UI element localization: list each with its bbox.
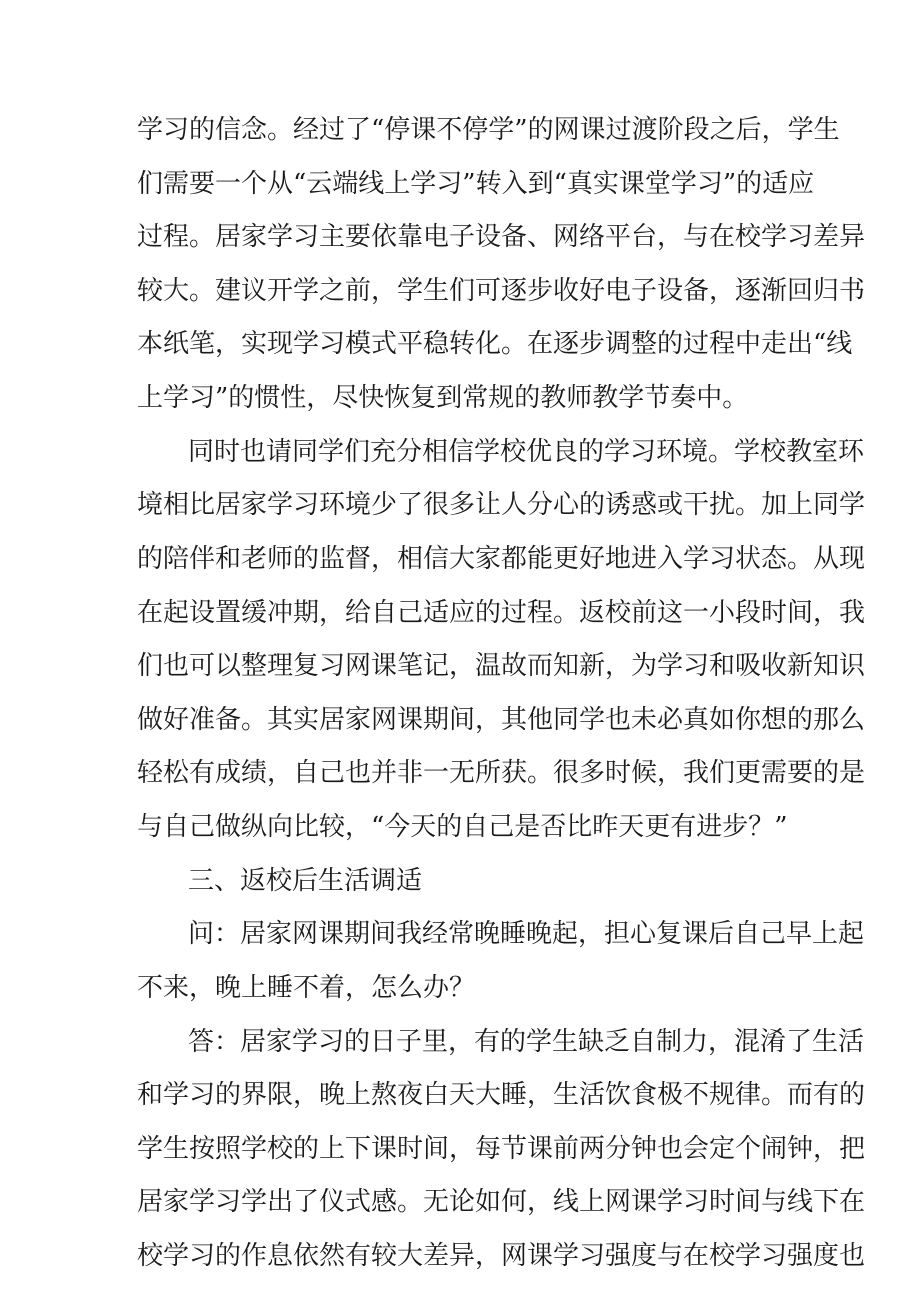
paragraph-2-line-5: 们也可以整理复习网课笔记，温故而知新，为学习和吸收新知识 bbox=[137, 651, 866, 681]
paragraph-2-line-1: 同时也请同学们充分相信学校优良的学习环境。学校教室环 bbox=[188, 437, 865, 467]
paragraph-1-line-3: 过程。居家学习主要依靠电子设备、网络平台，与在校学习差异 bbox=[137, 222, 866, 252]
paragraph-1-line-6: 上学习”的惯性，尽快恢复到常规的教师教学节奏中。 bbox=[137, 383, 749, 413]
answer-line-2: 和学习的界限，晚上熬夜白天大睡，生活饮食极不规律。而有的 bbox=[137, 1080, 866, 1110]
paragraph-1-line-1: 学习的信念。经过了“停课不停学”的网课过渡阶段之后，学生 bbox=[137, 115, 840, 145]
question-line-1: 问：居家网课期间我经常晚睡晚起，担心复课后自己早上起 bbox=[188, 919, 865, 949]
paragraph-1-line-4: 较大。建议开学之前，学生们可逐步收好电子设备，逐渐回归书 bbox=[137, 276, 866, 306]
section-heading: 三、返校后生活调适 bbox=[188, 866, 423, 896]
paragraph-2-line-3: 的陪伴和老师的监督，相信大家都能更好地进入学习状态。从现 bbox=[137, 544, 866, 574]
paragraph-1-line-5: 本纸笔，实现学习模式平稳转化。在逐步调整的过程中走出“线 bbox=[137, 329, 853, 359]
paragraph-2-line-8: 与自己做纵向比较，“今天的自己是否比昨天更有进步？” bbox=[137, 812, 788, 842]
answer-line-3: 学生按照学校的上下课时间，每节课前两分钟也会定个闹钟，把 bbox=[137, 1134, 866, 1164]
answer-line-1: 答：居家学习的日子里，有的学生缺乏自制力，混淆了生活 bbox=[188, 1027, 865, 1057]
question-line-2: 不来，晚上睡不着，怎么办？ bbox=[137, 973, 476, 1003]
answer-line-5: 校学习的作息依然有较大差异，网课学习强度与在校学习强度也 bbox=[137, 1241, 866, 1271]
paragraph-2-line-4: 在起设置缓冲期，给自己适应的过程。返校前这一小段时间，我 bbox=[137, 598, 866, 628]
paragraph-1-line-2: 们需要一个从“云端线上学习”转入到“真实课堂学习”的适应 bbox=[137, 169, 815, 199]
paragraph-2-line-7: 轻松有成绩，自己也并非一无所获。很多时候，我们更需要的是 bbox=[137, 758, 866, 788]
paragraph-2-line-2: 境相比居家学习环境少了很多让人分心的诱惑或干扰。加上同学 bbox=[137, 490, 866, 520]
paragraph-2-line-6: 做好准备。其实居家网课期间，其他同学也未必真如你想的那么 bbox=[137, 705, 866, 735]
answer-line-4: 居家学习学出了仪式感。无论如何，线上网课学习时间与线下在 bbox=[137, 1187, 866, 1217]
